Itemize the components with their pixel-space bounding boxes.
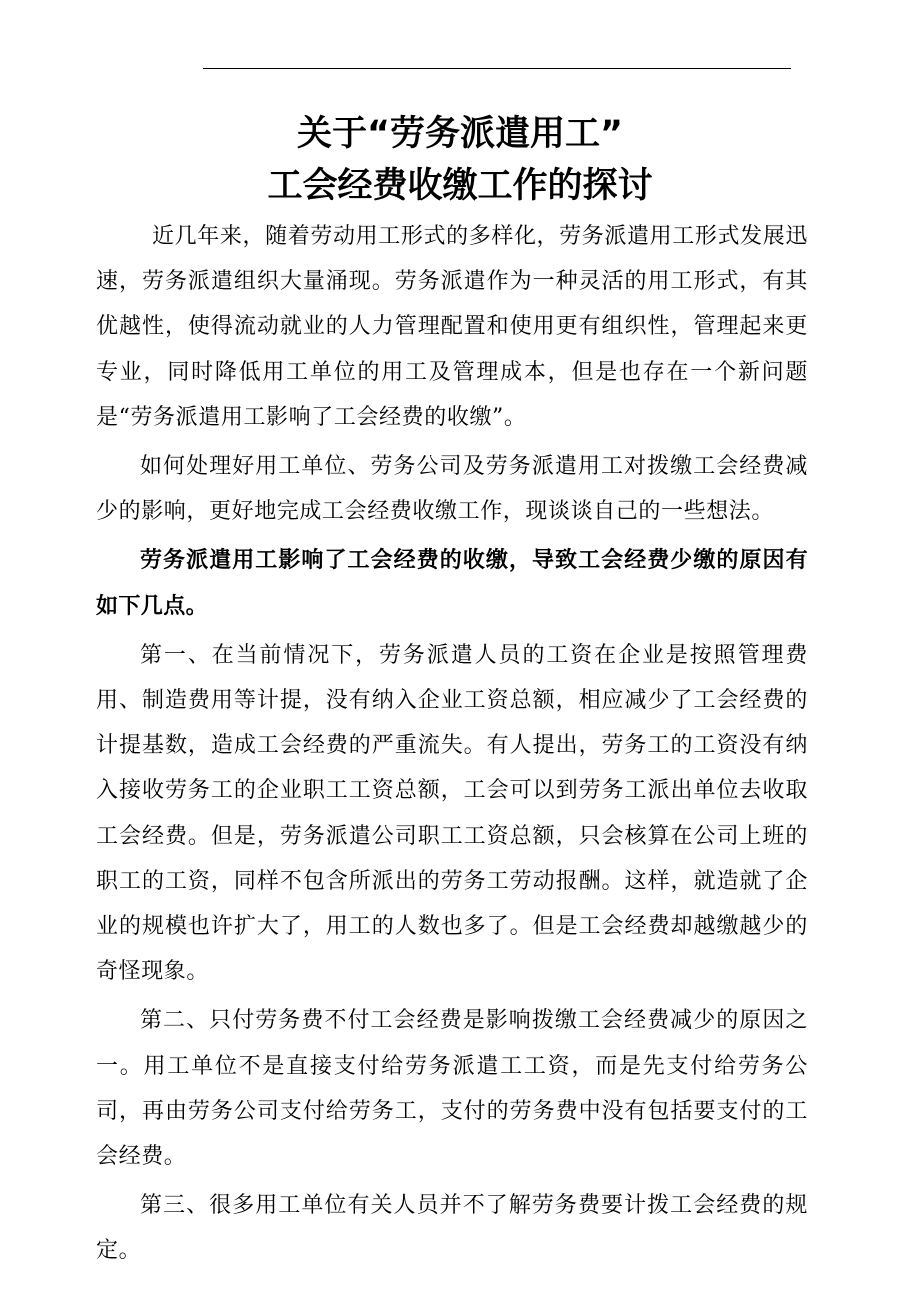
paragraph-cause-3: 第三、很多用工单位有关人员并不了解劳务费要计拨工会经费的规定。: [96, 1193, 808, 1264]
document-body: [96, 214, 808, 1278]
document-title-line-1: 关于“劳务派遣用工”: [296, 114, 623, 154]
paragraph-cause-2: 第二、只付劳务费不付工会经费是影响拨缴工会经费减少的原因之一。用工单位不是直接支付给劳务派遣工工资，而是先支付给劳务公司，再由劳务公司支付给劳务工，支付的劳务费中没有包括要支付的工会经费。: [96, 1008, 808, 1170]
paragraph-intro: 近几年来，随着劳动用工形式的多样化，劳务派遣用工形式发展迅速，劳务派遣组织大量涌现。劳务派遣作为一种灵活的用工形式，有其优越性，使得流动就业的人力管理配置和使用更有组织性，管理起来更专业，同时降低用工单位的用工及管理成本，但是也存在一个新问题是“劳务派遣用工影响了工会经费的收缴”。: [96, 224, 808, 430]
header-rule: [203, 68, 791, 69]
paragraph-purpose: 如何处理好用工单位、劳务公司及劳务派遣用工对拨缴工会经费减少的影响，更好地完成工会经费收缴工作，现谈谈自己的一些想法。: [96, 454, 808, 525]
section-heading-causes: 劳务派遣用工影响了工会经费的收缴，导致工会经费少缴的原因有如下几点。: [96, 548, 808, 619]
paragraph-cause-1: 第一、在当前情况下，劳务派遣人员的工资在企业是按照管理费用、制造费用等计提，没有纳入企业工资总额，相应减少了工会经费的计提基数，造成工会经费的严重流失。有人提出，劳务工的工资没有纳入接收劳务工的企业职工工资总额，工会可以到劳务工派出单位去收取工会经费。但是，劳务派遣公司职工工资总额，只会核算在公司上班的职工的工资，同样不包含所派出的劳务工劳动报酬。这样，就造就了企业的规模也许扩大了，用工的人数也多了。但是工会经费却越缴越少的奇怪现象。: [96, 642, 808, 985]
document-title-line-2: 工会经费收缴工作的探讨: [267, 166, 653, 206]
